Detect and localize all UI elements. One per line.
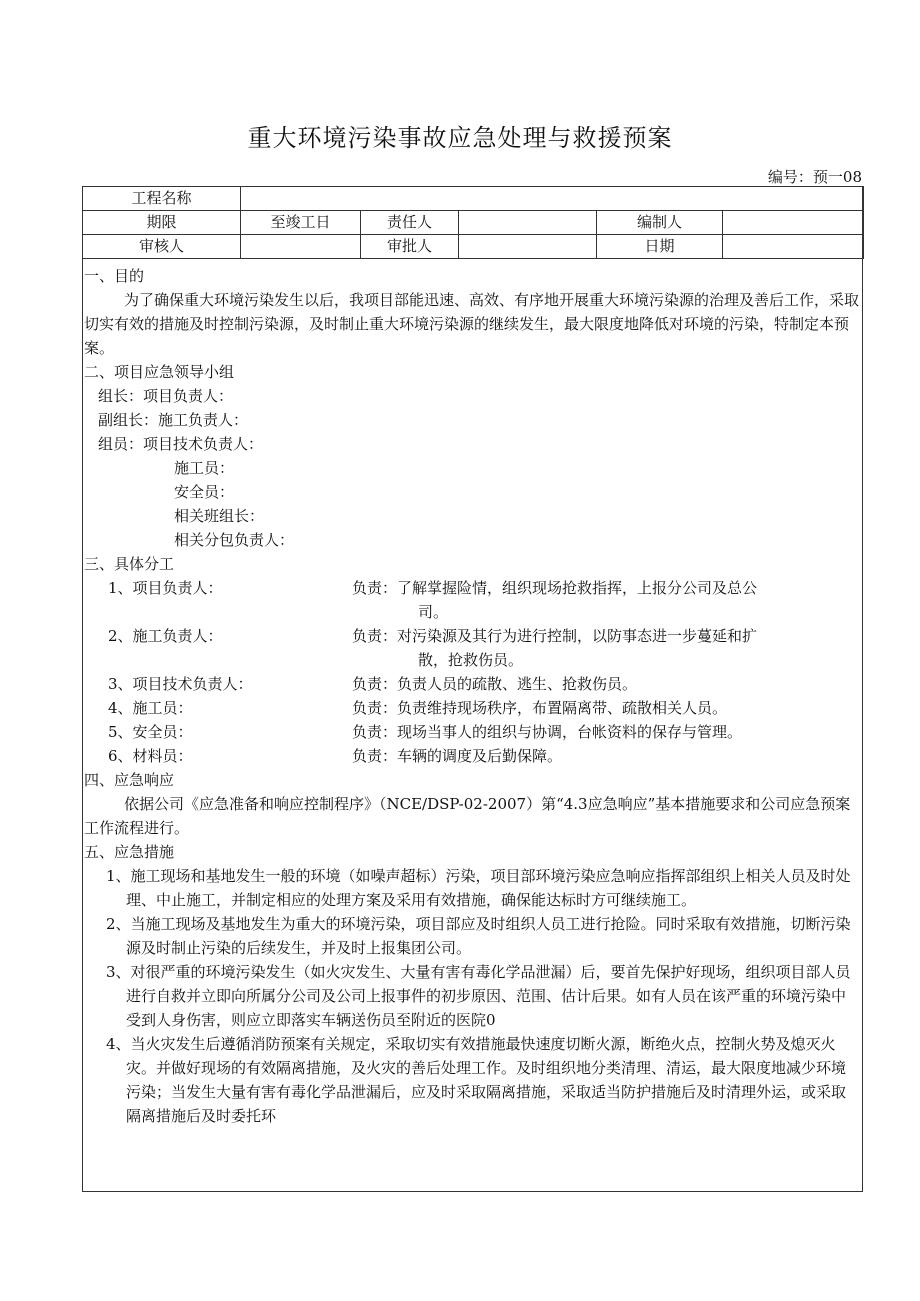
- approver-value[interactable]: [459, 235, 597, 259]
- duty-text: 负责：负责维持现场秩序，布置隔离带、疏散相关人员。: [352, 699, 728, 717]
- team-member-safety: 安全员：: [174, 483, 235, 501]
- duty-text: 负责：对污染源及其行为进行控制，以防事态进一步蔓延和扩: [352, 627, 758, 645]
- section-duties-heading: 三、具体分工: [84, 555, 175, 573]
- section-measures-heading: 五、应急措施: [84, 843, 175, 861]
- team-member-constructor: 施工员：: [174, 459, 235, 477]
- responsible-value[interactable]: [459, 211, 597, 235]
- duty-text: 负责：车辆的调度及后勤保障。: [352, 747, 563, 765]
- duty-row: [84, 744, 860, 768]
- period-value: 至竣工日: [241, 211, 361, 235]
- date-label: 日期: [597, 235, 723, 259]
- team-member: 组员：项目技术负责人：: [98, 435, 264, 453]
- duty-text: 负责：了解掌握险情，组织现场抢救指挥，上报分公司及总公: [352, 579, 758, 597]
- section-purpose-text: 为了确保重大环境污染发生以后，我项目部能迅速、高效、有序地开展重大环境污染源的治理及善后工作，采取切实有效的措施及时控制污染源，及时制止重大环境污染源的继续发生，最大限度地降低对环境的污染，特制定本预案。: [84, 291, 860, 357]
- approver-label: 审批人: [361, 235, 459, 259]
- project-name-label: 工程名称: [83, 187, 241, 211]
- reviewer-value[interactable]: [241, 235, 361, 259]
- team-deputy: 副组长：施工负责人：: [98, 411, 249, 429]
- section-purpose-heading: 一、目的: [84, 267, 145, 285]
- header-row-review: [83, 235, 864, 259]
- document-body: [84, 264, 860, 1128]
- team-leader: 组长：项目负责人：: [98, 387, 234, 405]
- duty-row: [84, 576, 860, 600]
- document-number: 编号：预一08: [767, 168, 862, 186]
- duty-text-continued: 散，抢救伤员。: [418, 651, 524, 669]
- duty-role: 5、安全员：: [108, 723, 193, 741]
- duty-role: 3、项目技术负责人：: [108, 675, 253, 693]
- duty-role: 2、施工负责人：: [108, 627, 223, 645]
- measure-item: 3、对很严重的环境污染发生（如火灾发生、大量有害有毒化学品泄漏）后，要首先保护好现场，组织项目部人员进行自救并立即向所属分公司及公司上报事件的初步原因、范围、估计后果。如有人员在该严重的环境污染中受到人身伤害，则应立即落实车辆送伤员至附近的医院0: [106, 963, 851, 1029]
- duty-row: [84, 720, 860, 744]
- section-response-text: 依据公司《应急准备和响应控制程序》（NCE/DSP-02-2007）第“4.3应急响应”基本措施要求和公司应急预案工作流程进行。: [84, 795, 851, 837]
- duty-text: 负责：现场当事人的组织与协调，台帐资料的保存与管理。: [352, 723, 743, 741]
- duty-text-continued: 司。: [418, 603, 449, 621]
- document-title: 重大环境污染事故应急处理与救援预案: [247, 124, 673, 152]
- duty-role: 1、项目负责人：: [108, 579, 223, 597]
- header-row-period: [83, 211, 864, 235]
- section-team-heading: 二、项目应急领导小组: [84, 363, 235, 381]
- section-response-heading: 四、应急响应: [84, 771, 175, 789]
- duty-row: [84, 696, 860, 720]
- project-name-value[interactable]: [241, 187, 864, 211]
- responsible-label: 责任人: [361, 211, 459, 235]
- editor-value[interactable]: [723, 211, 864, 235]
- measure-item: 2、当施工现场及基地发生为重大的环境污染，项目部应及时组织人员工进行抢险。同时采取有效措施，切断污染源及时制止污染的后续发生，并及时上报集团公司。: [106, 915, 851, 957]
- duty-row: [84, 624, 860, 648]
- date-value[interactable]: [723, 235, 864, 259]
- reviewer-label: 审核人: [83, 235, 241, 259]
- team-member-subcontract: 相关分包负责人：: [174, 531, 295, 549]
- team-member-foreman: 相关班组长：: [174, 507, 265, 525]
- duty-role: 6、材料员：: [108, 747, 193, 765]
- header-row-project: [83, 187, 864, 211]
- duty-row: [84, 672, 860, 696]
- duty-role: 4、施工员：: [108, 699, 193, 717]
- measure-item: 4、当火灾发生后遵循消防预案有关规定，采取切实有效措施最快速度切断火源，断绝火点，控制火势及熄灭火灾。并做好现场的有效隔离措施，及火灾的善后处理工作。及时组织地分类清理、清运，最大限度地减少环境污染；当发生大量有害有毒化学品泄漏后，应及时采取隔离措施，采取适当防护措施后及时清理外运，或采取隔离措施后及时委托环: [106, 1035, 847, 1125]
- header-table: [82, 186, 864, 259]
- editor-label: 编制人: [597, 211, 723, 235]
- measure-item: 1、施工现场和基地发生一般的环境（如噪声超标）污染，项目部环境污染应急响应指挥部组织上相关人员及时处理、中止施工，并制定相应的处理方案及采用有效措施，确保能达标时方可继续施工。: [106, 867, 851, 909]
- duty-text: 负责：负责人员的疏散、逃生、抢救伤员。: [352, 675, 638, 693]
- period-label: 期限: [83, 211, 241, 235]
